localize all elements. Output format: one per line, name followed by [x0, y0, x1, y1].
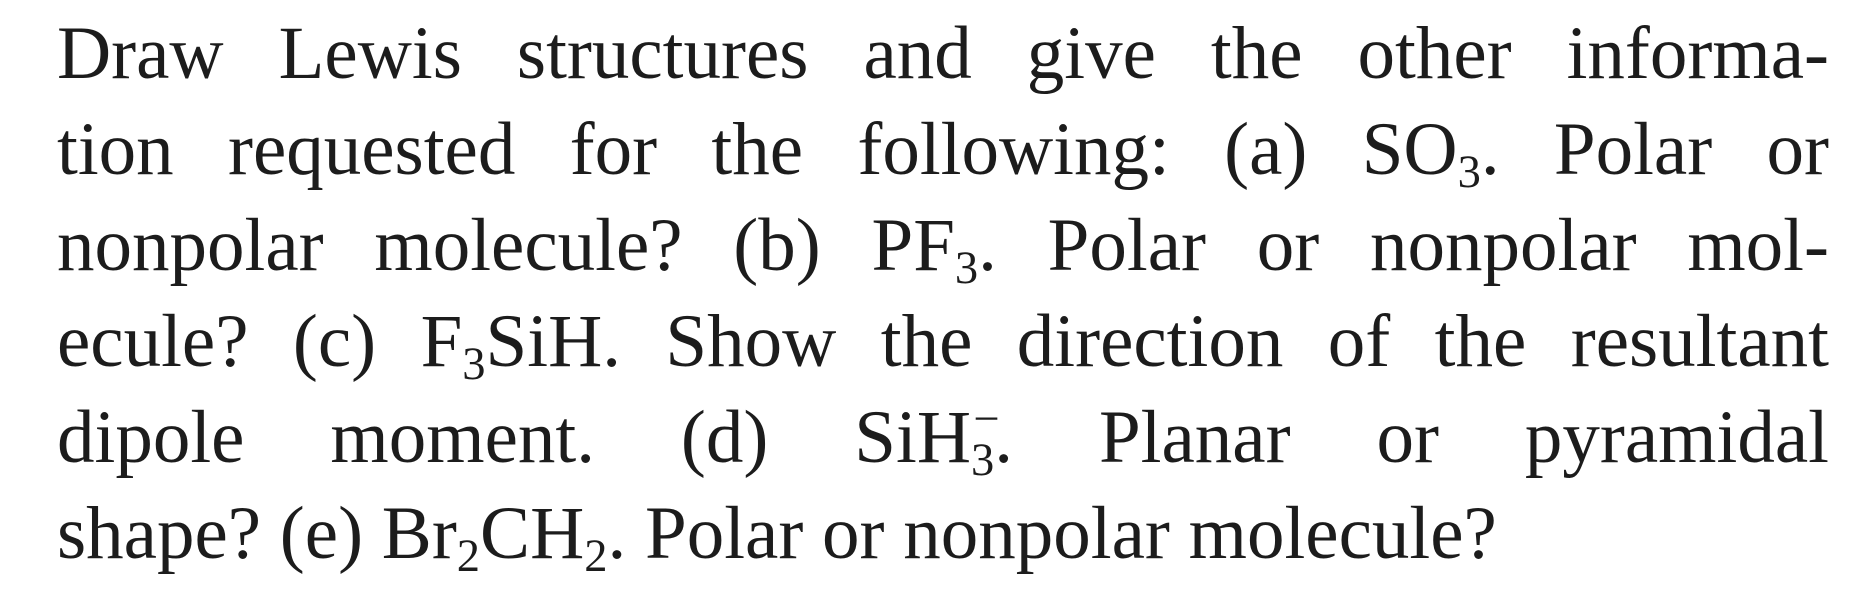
question-text	[57, 6, 1829, 582]
f3sih-subscript: 3	[462, 339, 486, 391]
line-5-after: . Planar or pyramidal	[994, 396, 1829, 479]
line-4-after: SiH. Show the direction of the resultant	[485, 300, 1829, 383]
question-line-1	[57, 6, 1829, 102]
line-6-before: shape? (e) Br	[57, 492, 457, 575]
question-line-2	[57, 102, 1829, 198]
question-line-3	[57, 198, 1829, 294]
ch2-subscript: 2	[584, 531, 608, 583]
line-6-after: . Polar or nonpolar molecule?	[607, 492, 1497, 575]
line-2-after: . Polar or	[1480, 108, 1829, 191]
line-2-before: tion requested for the following: (a) SO	[57, 108, 1458, 191]
sih3-subscript: 3	[971, 435, 995, 487]
br2-subscript: 2	[456, 531, 481, 583]
line-6-middle: CH	[480, 492, 585, 575]
line-4-before: ecule? (c) F	[57, 300, 463, 383]
question-line-6	[57, 486, 1829, 582]
question-line-4	[57, 294, 1829, 390]
pf3-subscript: 3	[954, 243, 979, 295]
line-3-after: . Polar or nonpolar mol-	[978, 204, 1829, 287]
so3-subscript: 3	[1457, 147, 1481, 199]
line-1-text: Draw Lewis structures and give the other informa-	[57, 12, 1829, 95]
question-line-5	[57, 390, 1829, 486]
line-3-before: nonpolar molecule? (b) PF	[57, 204, 955, 287]
sih3-ion-scripts: − 3	[971, 394, 1000, 487]
line-5-before: dipole moment. (d) SiH	[57, 396, 972, 479]
